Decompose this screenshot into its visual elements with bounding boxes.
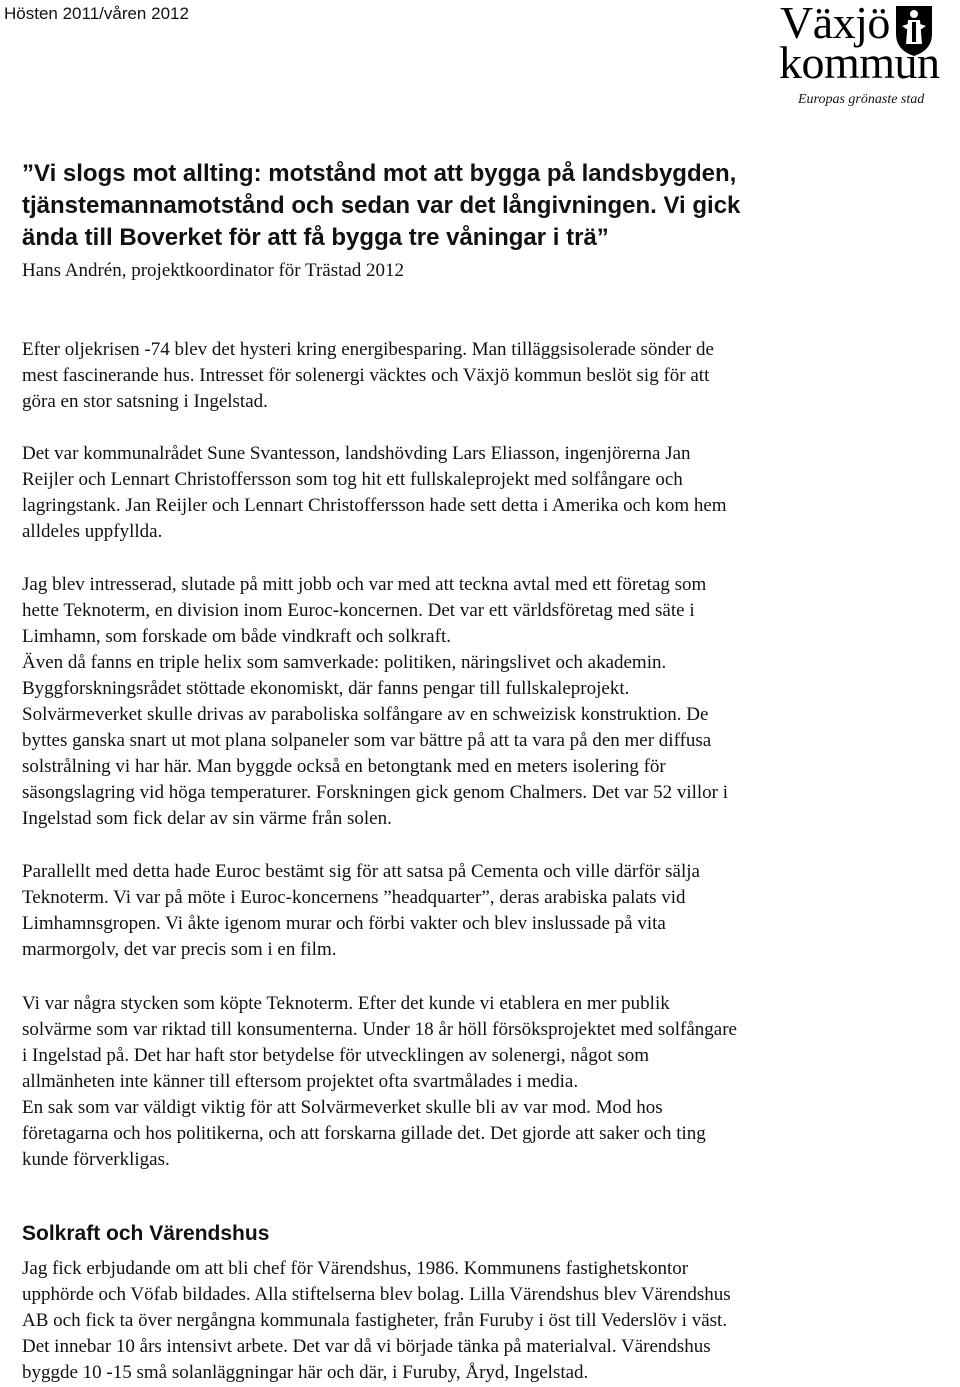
text-line: Det var kommunalrådet Sune Svantesson, landshövding Lars Eliasson, ingenjörerna Jan bbox=[22, 443, 691, 464]
text-line: kunde förverkligas. bbox=[22, 1149, 170, 1170]
logo-wordmark-vaxjo: Växjö bbox=[780, 0, 890, 48]
text-line: Teknoterm. Vi var på möte i Euroc-koncernens ”headquarter”, deras arabiska palats vid bbox=[22, 887, 686, 908]
text-line: göra en stor satsning i Ingelstad. bbox=[22, 391, 268, 412]
text-line: solstrålning vi har här. Man byggde också en betongtank med en meters isolering för bbox=[22, 756, 666, 777]
text-line: hette Teknoterm, en division inom Euroc-koncernen. Det var ett världsföretag med säte i bbox=[22, 600, 695, 621]
quote-attribution: Hans Andrén, projektkoordinator för Trästad 2012 bbox=[22, 260, 405, 281]
text-line: Byggforskningsrådet stöttade ekonomiskt, där fanns pengar till fullskaleprojekt. bbox=[22, 678, 630, 699]
text-line: AB och fick ta över nergångna kommunala fastigheter, från Furuby i öst till Vederslöv i väst. bbox=[22, 1310, 728, 1331]
text-line: Ingelstad som fick delar av sin värme från solen. bbox=[22, 808, 392, 829]
text-line: solvärme som var riktad till konsumenterna. Under 18 år höll försöksprojektet med solfångare bbox=[22, 1019, 737, 1040]
pull-quote-line: ända till Boverket för att få bygga tre våningar i trä” bbox=[22, 224, 609, 251]
text-line: Limhamn, som forskade om både vindkraft och solkraft. bbox=[22, 626, 451, 647]
logo-tagline: Europas grönaste stad bbox=[798, 92, 925, 107]
vaxjo-kommun-logo bbox=[776, 2, 960, 114]
text-line: Reijler och Lennart Christoffersson som tog hit ett fullskaleprojekt med solfångare och bbox=[22, 469, 683, 490]
text-line: Jag blev intresserad, slutade på mitt jobb och var med att teckna avtal med ett företag som bbox=[22, 574, 707, 595]
text-line: marmorgolv, det var precis som i en film. bbox=[22, 939, 337, 960]
text-line: i Ingelstad på. Det har haft stor betydelse för utvecklingen av solenergi, något som bbox=[22, 1045, 649, 1066]
body-paragraph bbox=[22, 337, 922, 415]
text-line: företagarna och hos politikerna, och att forskarna gillade det. Det gjorde att saker och ting bbox=[22, 1123, 706, 1144]
text-line: byttes ganska snart ut mot plana solpaneler som var bättre på att ta vara på den mer diffusa bbox=[22, 730, 712, 751]
body-paragraph bbox=[22, 1256, 922, 1386]
text-line: Jag fick erbjudande om att bli chef för Värendshus, 1986. Kommunens fastighetskontor bbox=[22, 1258, 689, 1279]
text-line: Solvärmeverket skulle drivas av paraboliska solfångare av en schweizisk konstruktion. De bbox=[22, 704, 709, 725]
text-line: Även då fanns en triple helix som samverkade: politiken, näringslivet och akademin. bbox=[22, 652, 667, 673]
document-date: Hösten 2011/våren 2012 bbox=[4, 4, 189, 23]
text-line: Efter oljekrisen -74 blev det hysteri kring energibesparing. Man tilläggsisolerade sönder de bbox=[22, 339, 714, 360]
text-line: säsongslagring vid höga temperaturer. Forskningen gick genom Chalmers. Det var 52 villor i bbox=[22, 782, 729, 803]
logo-wordmark-kommun: kommun bbox=[779, 37, 940, 88]
body-paragraph bbox=[22, 991, 922, 1173]
text-line: upphörde och Vöfab bildades. Alla stiftelserna blev bolag. Lilla Värendshus blev Värendshus bbox=[22, 1284, 731, 1305]
text-line: Parallellt med detta hade Euroc bestämt sig för att satsa på Cementa och ville därför sälja bbox=[22, 861, 700, 882]
text-line: Vi var några stycken som köpte Teknoterm. Efter det kunde vi etablera en mer publik bbox=[22, 993, 670, 1014]
section-heading: Solkraft och Värendshus bbox=[22, 1222, 270, 1245]
text-line: alldeles uppfyllda. bbox=[22, 521, 163, 542]
text-line: lagringstank. Jan Reijler och Lennart Christoffersson hade sett detta i Amerika och kom hem bbox=[22, 495, 727, 516]
text-line: Det innebar 10 års intensivt arbete. Det var då vi började tänka på materialval. Värendshus bbox=[22, 1336, 711, 1357]
body-paragraph bbox=[22, 859, 922, 963]
text-line: mest fascinerande hus. Intresset för solenergi väcktes och Växjö kommun beslöt sig för att bbox=[22, 365, 710, 386]
pull-quote bbox=[22, 158, 882, 254]
body-paragraph bbox=[22, 572, 922, 832]
text-line: En sak som var väldigt viktig för att Solvärmeverket skulle bli av var mod. Mod hos bbox=[22, 1097, 663, 1118]
pull-quote-line: tjänstemannamotstånd och sedan var det långivningen. Vi gick bbox=[22, 192, 741, 219]
pull-quote-line: ”Vi slogs mot allting: motstånd mot att bygga på landsbygden, bbox=[22, 160, 737, 187]
text-line: byggde 10 -15 små solanläggningar här och där, i Furuby, Åryd, Ingelstad. bbox=[22, 1362, 589, 1383]
text-line: Limhamnsgropen. Vi åkte igenom murar och förbi vakter och blev inslussade på vita bbox=[22, 913, 666, 934]
body-paragraph bbox=[22, 441, 922, 545]
text-line: allmänheten inte känner till eftersom projektet ofta svartmålades i media. bbox=[22, 1071, 579, 1092]
